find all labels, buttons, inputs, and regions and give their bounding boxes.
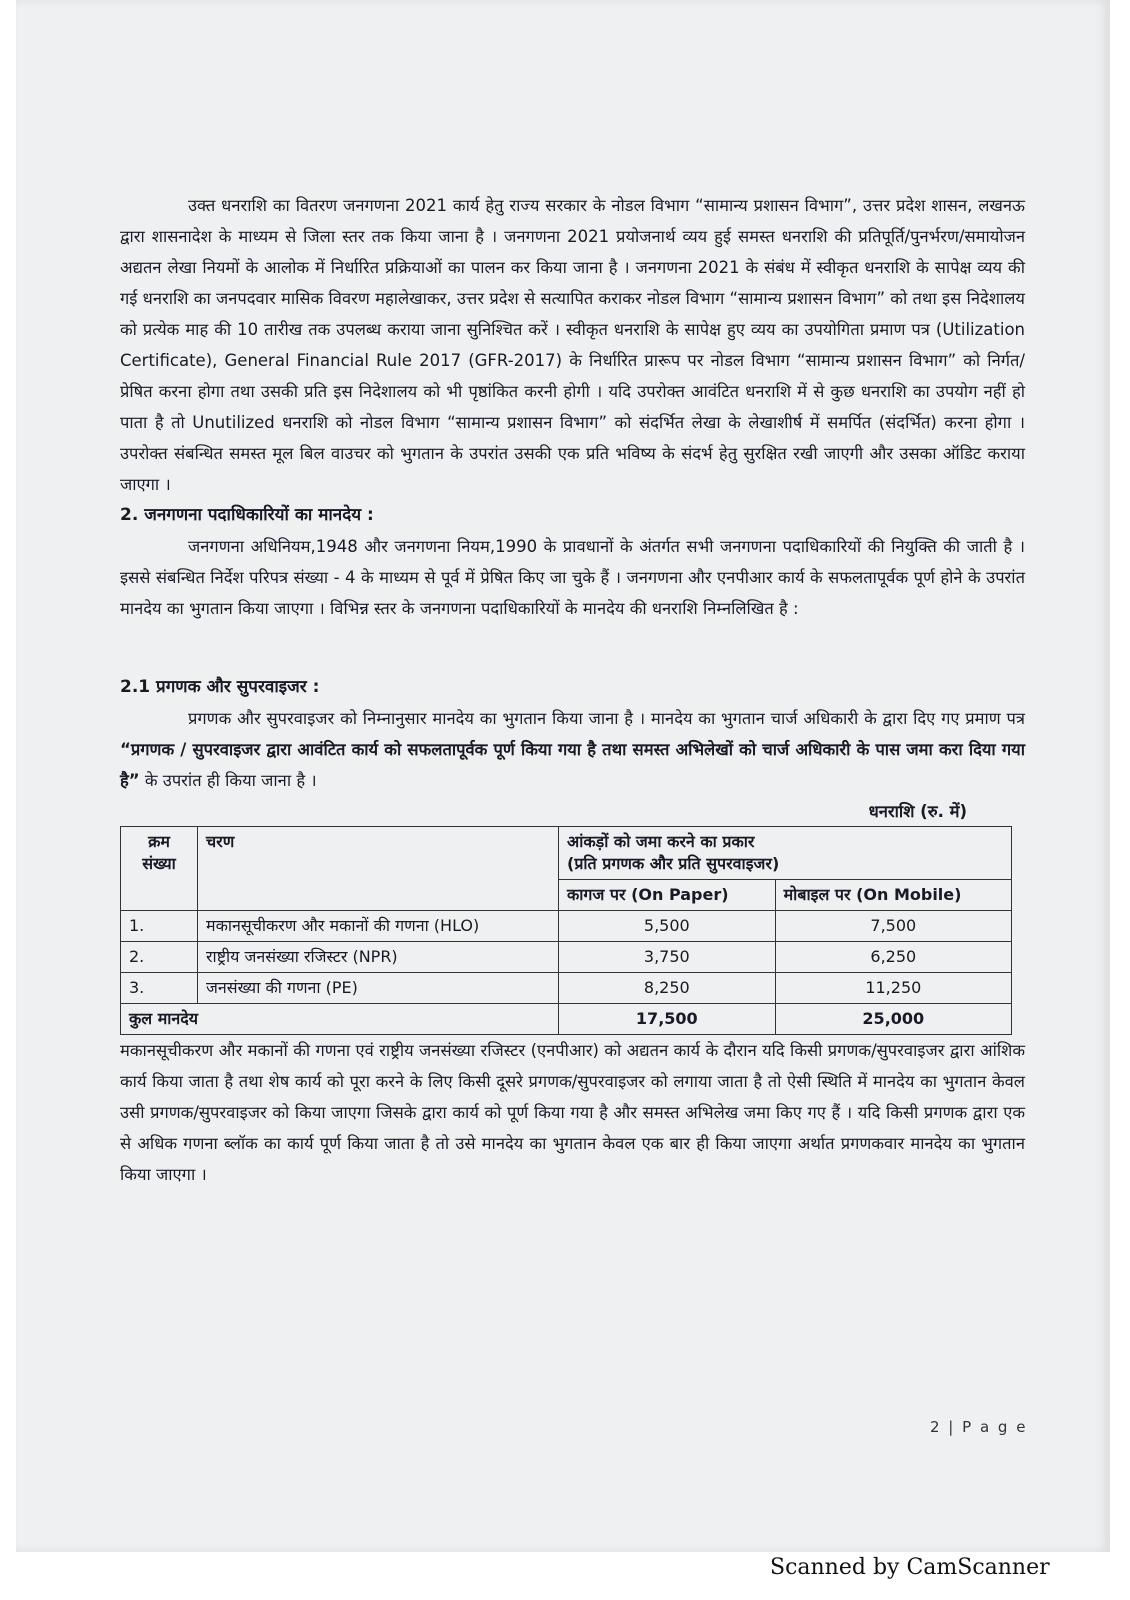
- row-mobile-amount: 7,500: [775, 911, 1011, 942]
- table-header-row: [121, 827, 1012, 880]
- header-group-line1: आंकड़ों को जमा करने का प्रकार: [567, 832, 755, 851]
- payment-text-end: के उपरांत ही किया जाना है ।: [139, 771, 317, 790]
- row-serial: 1.: [121, 911, 198, 942]
- paragraph-partial-work: मकानसूचीकरण और मकानों की गणना एवं राष्ट्रीय जनसंख्या रजिस्टर (एनपीआर) को अद्यतन कार्य के दौरान यदि किसी प्रगणक/सुपरवाइजर द्वारा आंशिक कार्य किया जाता है तथा शेष कार्य को पूरा करने के लिए किसी दूसरे प्रगणक/सुपरवाइजर को लगाया जाता है तो ऐसी स्थिति में मानदेय का भुगतान केवल उसी प्रगणक/सुपरवाइजर को किया जाएगा जिसके द्वारा कार्य को पूर्ण किया गया है और समस्त अभिलेख जमा किए गए हैं । यदि किसी प्रगणक द्वारा एक से अधिक गणना ब्लॉक का कार्य पूर्ण किया जाता है तो उसे मानदेय का भुगतान केवल एक बार ही किया जाएगा अर्थात प्रगणकवार मानदेय का भुगतान किया जाएगा ।: [120, 1041, 1025, 1184]
- table-row: [121, 942, 1012, 973]
- row-paper-amount: 3,750: [559, 942, 776, 973]
- row-paper-amount: 5,500: [559, 911, 776, 942]
- header-data-submission-type: [559, 827, 1012, 880]
- scanner-watermark: Scanned by CamScanner: [770, 1555, 1050, 1580]
- row-stage: राष्ट्रीय जनसंख्या रजिस्टर (NPR): [198, 942, 559, 973]
- table-total-row: [121, 1004, 1012, 1035]
- honorarium-table: [120, 826, 1012, 1035]
- header-on-mobile: मोबाइल पर (On Mobile): [775, 880, 1011, 911]
- header-group-line2: (प्रति प्रगणक और प्रति सुपरवाइजर): [567, 854, 780, 873]
- amount-unit-note: धनराशि (रु. में): [868, 802, 967, 821]
- paragraph-payment-condition: [120, 703, 1025, 796]
- table-row: [121, 911, 1012, 942]
- row-serial: 2.: [121, 942, 198, 973]
- header-on-paper: कागज पर (On Paper): [559, 880, 776, 911]
- header-stage: चरण: [198, 827, 559, 911]
- total-paper-amount: 17,500: [559, 1004, 776, 1035]
- total-label: कुल मानदेय: [121, 1004, 559, 1035]
- row-stage: मकानसूचीकरण और मकानों की गणना (HLO): [198, 911, 559, 942]
- section-heading-enumerator-supervisor: 2.1 प्रगणक और सुपरवाइजर :: [120, 677, 320, 697]
- row-serial: 3.: [121, 973, 198, 1004]
- paragraph-fund-distribution: उक्त धनराशि का वितरण जनगणना 2021 कार्य हेतु राज्य सरकार के नोडल विभाग “सामान्य प्रशासन विभाग”, उत्तर प्रदेश शासन, लखनऊ द्वारा शासनादेश के माध्यम से जिला स्तर तक किया जाना है । जनगणना 2021 प्रयोजनार्थ व्यय हुई समस्त धनराशि की प्रतिपूर्ति/पुनर्भरण/समायोजन अद्यतन लेखा नियमों के आलोक में निर्धारित प्रक्रियाओं का पालन कर किया जाना है । जनगणना 2021 के संबंध में स्वीकृत धनराशि के सापेक्ष व्यय की गई धनराशि का जनपदवार मासिक विवरण महालेखाकर, उत्तर प्रदेश से सत्यापित कराकर नोडल विभाग “सामान्य प्रशासन विभाग” को तथा इस निदेशालय को प्रत्येक माह की 10 तारीख तक उपलब्ध कराया जाना सुनिश्चित करें । स्वीकृत धनराशि के सापेक्ष हुए व्यय का उपयोगिता प्रमाण पत्र (Utilization Certificate), General Financial Rule 2017 (GFR-2017) के निर्धारित प्रारूप पर नोडल विभाग “सामान्य प्रशासन विभाग” को निर्गत/प्रेषित करना होगा तथा उसकी प्रति इस निदेशालय को भी पृष्ठांकित करनी होगी । यदि उपरोक्त आवंटित धनराशि में से कुछ धनराशि का उपयोग नहीं हो पाता है तो Unutilized धनराशि को नोडल विभाग “सामान्य प्रशासन विभाग” को संदर्भित लेखा के लेखाशीर्ष में समर्पित (संदर्भित) करना होगा । उपरोक्त संबन्धित समस्त मूल बिल वाउचर को भुगतान के उपरांत उसकी एक प्रति भविष्य के संदर्भ हेतु सुरक्षित रखी जाएगी और उसका ऑडिट कराया जाएगा ।: [120, 196, 1025, 494]
- document-body: [120, 190, 1025, 1190]
- total-mobile-amount: 25,000: [775, 1004, 1011, 1035]
- section-heading-honorarium: 2. जनगणना पदाधिकारियों का मानदेय :: [120, 505, 374, 525]
- row-stage: जनसंख्या की गणना (PE): [198, 973, 559, 1004]
- row-mobile-amount: 6,250: [775, 942, 1011, 973]
- table-row: [121, 973, 1012, 1004]
- payment-text-start: प्रगणक और सुपरवाइजर को निम्नानुसार मानदेय का भुगतान किया जाना है । मानदेय का भुगतान चार्ज अधिकारी के द्वारा दिए गए प्रमाण पत्र: [188, 709, 1025, 728]
- page-number: 2 | P a g e: [930, 1418, 1028, 1436]
- certificate-quote: “प्रगणक / सुपरवाइजर द्वारा आवंटित कार्य को सफलतापूर्वक पूर्ण किया गया है तथा समस्त अभिलेखों को चार्ज अधिकारी के पास जमा करा दिया गया है”: [120, 740, 1025, 790]
- header-serial-number: क्रम संख्या: [121, 827, 198, 911]
- paragraph-census-officials: जनगणना अधिनियम,1948 और जनगणना नियम,1990 के प्रावधानों के अंतर्गत सभी जनगणना पदाधिकारियों की नियुक्ति की जाती है । इससे संबन्धित निर्देश परिपत्र संख्या - 4 के माध्यम से पूर्व में प्रेषित किए जा चुके हैं । जनगणना और एनपीआर कार्य के सफलतापूर्वक पूर्ण होने के उपरांत मानदेय का भुगतान किया जाएगा । विभिन्न स्तर के जनगणना पदाधिकारियों के मानदेय की धनराशि निम्नलिखित है :: [120, 537, 1025, 618]
- row-mobile-amount: 11,250: [775, 973, 1011, 1004]
- row-paper-amount: 8,250: [559, 973, 776, 1004]
